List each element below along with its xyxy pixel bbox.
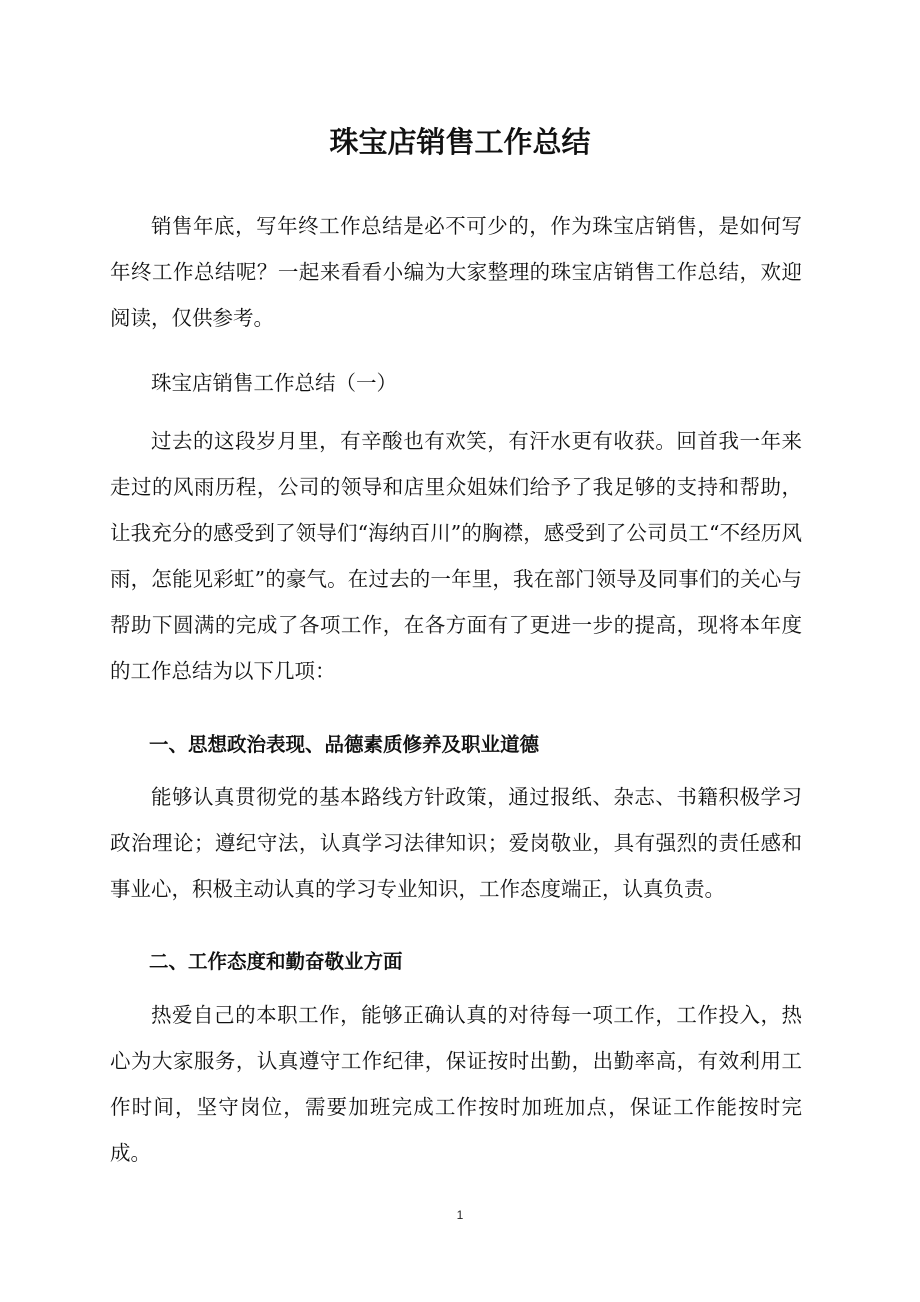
section-heading: 一、思想政治表现、品德素质修养及职业道德 bbox=[149, 733, 540, 756]
main-paragraph: 过去的这段岁月里，有辛酸也有欢笑，有汗水更有收获。回首我一年来走过的风雨历程，公司的领导和店里众姐妹们给予了我足够的支持和帮助，让我充分的感受到了领导们“海纳百川”的胸襟，感受到了公司员工“不经历风雨，怎能见彩虹”的豪气。在过去的一年里，我在部门领导及同事们的关心与帮助下圆满的完成了各项工作，在各方面有了更进一步的提高，现将本年度的工作总结为以下几项： bbox=[110, 429, 802, 683]
sub-title: 珠宝店销售工作总结（一） bbox=[151, 371, 397, 395]
section-heading: 二、工作态度和勤奋敬业方面 bbox=[149, 950, 403, 973]
section-body: 热爱自己的本职工作，能够正确认真的对待每一项工作，工作投入，热心为大家服务，认真遵守工作纪律，保证按时出勤，出勤率高，有效利用工作时间，坚守岗位，需要加班完成工作按时加班加点，保证工作能按时完成。 bbox=[110, 1003, 802, 1165]
section-body: 能够认真贯彻党的基本路线方针政策，通过报纸、杂志、书籍积极学习政治理论；遵纪守法，认真学习法律知识；爱岗敬业，具有强烈的责任感和事业心，积极主动认真的学习专业知识，工作态度端正，认真负责。 bbox=[110, 785, 802, 901]
page-number: 1 bbox=[456, 1208, 464, 1222]
intro-paragraph: 销售年底，写年终工作总结是必不可少的，作为珠宝店销售，是如何写年终工作总结呢？一起来看看小编为大家整理的珠宝店销售工作总结，欢迎阅读，仅供参考。 bbox=[110, 214, 802, 330]
document-title: 珠宝店销售工作总结 bbox=[329, 125, 591, 159]
